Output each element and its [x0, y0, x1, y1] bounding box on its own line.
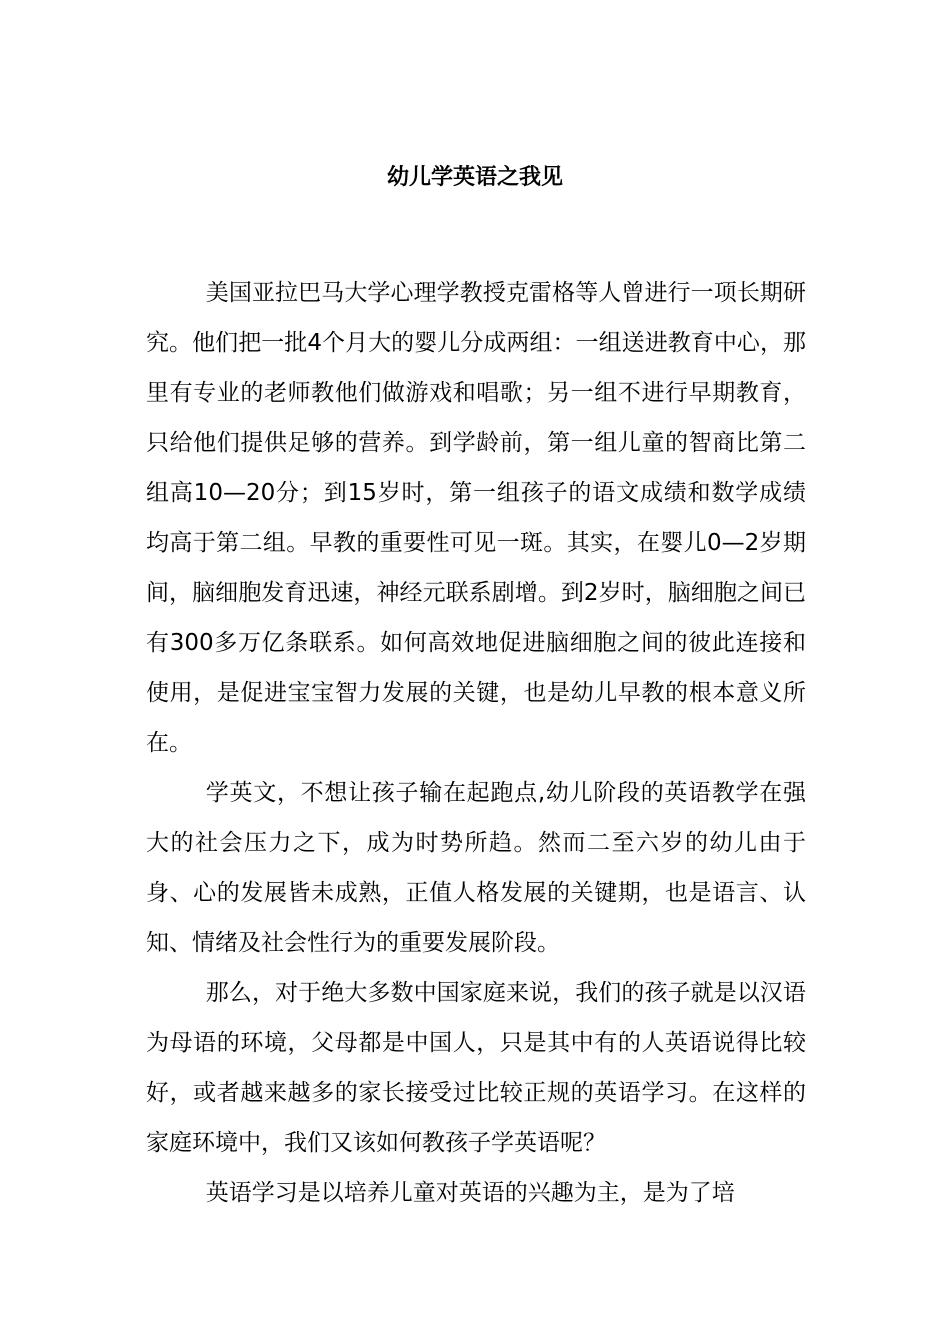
- paragraph-4: 英语学习是以培养儿童对英语的兴趣为主，是为了培: [205, 1180, 735, 1206]
- document-body: [146, 268, 806, 1218]
- paragraph-2: 学英文，不想让孩子输在起跑点,幼儿阶段的英语教学在强大的社会压力之下，成为时势所趋。然而二至六岁的幼儿由于身、心的发展皆未成熟，正值人格发展的关键期，也是语言、认知、情绪及社会性行为的重要发展阶段。: [146, 780, 806, 956]
- document-title: 幼儿学英语之我见: [386, 165, 563, 190]
- paragraph-3: 那么，对于绝大多数中国家庭来说，我们的孩子就是以汉语为母语的环境，父母都是中国人，只是其中有的人英语说得比较好，或者越来越多的家长接受过比较正规的英语学习。在这样的家庭环境中，我们又该如何教孩子学英语呢？: [146, 980, 806, 1156]
- paragraph-1: 美国亚拉巴马大学心理学教授克雷格等人曾进行一项长期研究。他们把一批4个月大的婴儿分成两组：一组送进教育中心，那里有专业的老师教他们做游戏和唱歌；另一组不进行早期教育，只给他们提供足够的营养。到学龄前，第一组儿童的智商比第二组高10—20分；到15岁时，第一组孩子的语文成绩和数学成绩均高于第二组。早教的重要性可见一斑。其实，在婴儿0—2岁期间，脑细胞发育迅速，神经元联系剧增。到2岁时，脑细胞之间已有300多万亿条联系。如何高效地促进脑细胞之间的彼此连接和使用，是促进宝宝智力发展的关键，也是幼儿早教的根本意义所在。: [146, 280, 806, 756]
